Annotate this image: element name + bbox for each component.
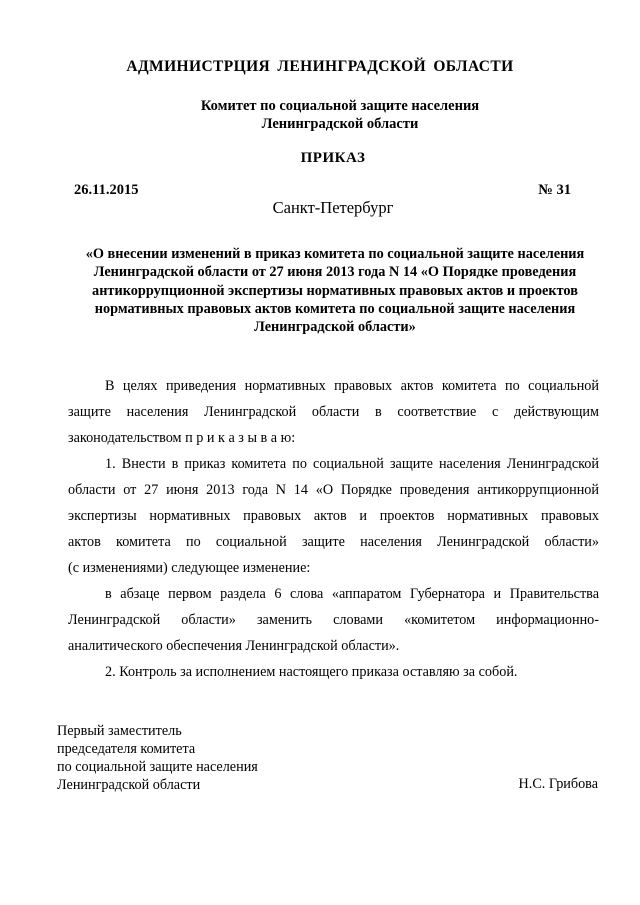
signatory-name: Н.С. Грибова — [518, 776, 598, 792]
document-body — [68, 373, 599, 685]
title-line: нормативных правовых актов комитета по социальной защите населения — [94, 300, 576, 317]
committee-name — [190, 97, 490, 133]
body-line: законодательством п р и к а з ы в а ю: — [68, 430, 296, 446]
paragraph-amendment — [68, 581, 599, 659]
document-type: ПРИКАЗ — [300, 150, 366, 166]
body-line: 1. Внести в приказ комитета по социальной защите населения Ленинградской — [105, 456, 599, 472]
body-line: (с изменениями) следующее изменение: — [68, 560, 311, 576]
body-line: аналитического обеспечения Ленинградской области». — [68, 638, 400, 654]
document-date: 26.11.2015 — [74, 182, 139, 198]
body-line: в абзаце первом раздела 6 слова «аппаратом Губернатора и Правительства — [105, 586, 599, 602]
body-line: области от 27 июня 2013 года N 14 «О Порядке проведения антикоррупционной — [68, 482, 599, 498]
document-title — [62, 245, 608, 336]
title-line: антикоррупционной экспертизы нормативных правовых актов и проектов — [92, 282, 578, 299]
document-city: Санкт-Петербург — [272, 198, 394, 217]
committee-line-1: Комитет по социальной защите населения — [200, 98, 480, 114]
signature-line: председателя комитета — [57, 741, 196, 757]
title-line: Ленинградской области от 27 июня 2013 года N 14 «О Порядке проведения — [93, 264, 577, 281]
title-line: Ленинградской области» — [254, 319, 416, 336]
signature-line: по социальной защите населения — [57, 759, 258, 775]
committee-line-2: Ленинградской области — [261, 116, 419, 132]
paragraph-item-1 — [68, 451, 599, 581]
document-number: № 31 — [538, 182, 571, 198]
paragraph-preamble — [68, 373, 599, 451]
body-line: актов комитета по социальной защите населения Ленинградской области» — [68, 534, 599, 550]
body-line: Ленинградской области» заменить словами «комитетом информационно- — [68, 612, 599, 628]
signatory-position — [57, 722, 258, 794]
paragraph-item-2 — [68, 659, 599, 685]
signature-line: Ленинградской области — [57, 777, 201, 793]
organization-name: АДМИНИСТРЦИЯ ЛЕНИНГРАДСКОЙ ОБЛАСТИ — [126, 58, 514, 75]
signature-line: Первый заместитель — [57, 723, 182, 739]
title-line: «О внесении изменений в приказ комитета по социальной защите населения — [85, 246, 585, 262]
body-line: экспертизы нормативных правовых актов и проектов нормативных правовых — [68, 508, 599, 524]
body-line: В целях приведения нормативных правовых актов комитета по социальной — [105, 378, 599, 394]
body-line: защите населения Ленинградской области в соответствие с действующим — [68, 404, 599, 420]
body-line: 2. Контроль за исполнением настоящего приказа оставляю за собой. — [105, 664, 518, 680]
